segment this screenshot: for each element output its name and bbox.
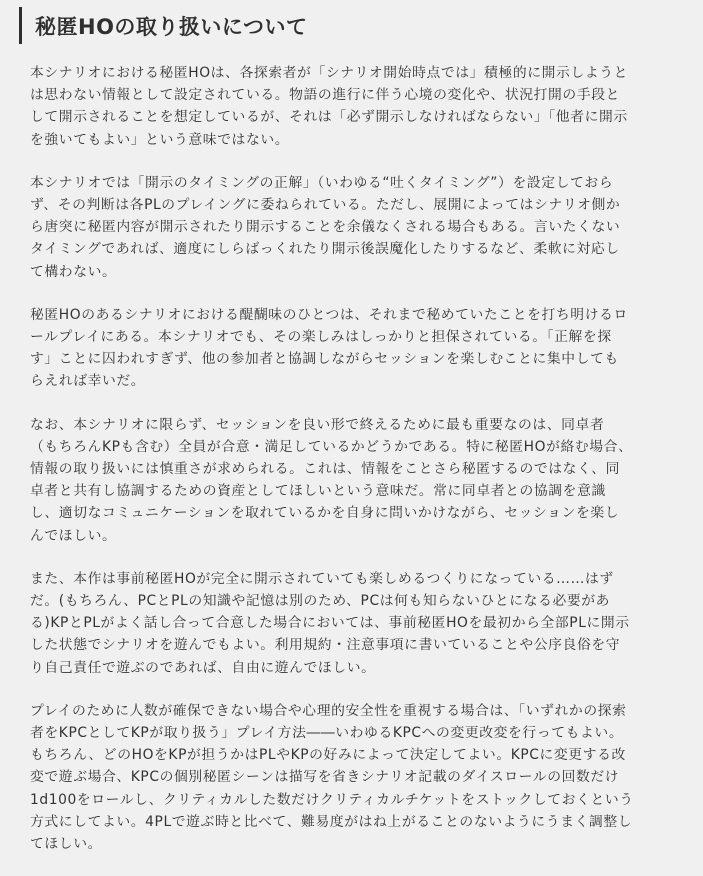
paragraph bbox=[30, 62, 672, 151]
paragraph-line: 卓者と共有し協調するための資産としてほしいという意味だ。常に同卓者との協調を意識 bbox=[30, 483, 606, 500]
paragraph bbox=[30, 568, 672, 679]
paragraph-line: てほしい。 bbox=[30, 836, 102, 853]
paragraph-line: （もちろんKPも含む）全員が合意・満足しているかどうかである。特に秘匿HOが絡む場合、 bbox=[30, 438, 633, 455]
paragraph-line: ールプレイにある。本シナリオでも、その楽しみはしっかりと担保されている。「正解を探 bbox=[30, 329, 612, 346]
paragraph-line: り自己責任で遊ぶのであれば、自由に遊んでほしい。 bbox=[30, 659, 376, 676]
paragraph-line: 変で遊ぶ場合、KPCの個別秘匿シーンは描写を省きシナリオ記載のダイスロールの回数だけ bbox=[30, 769, 620, 786]
paragraph-line: る)KPとPLがよく話し合って合意した場合においては、事前秘匿HOを最初から全部PLに開示 bbox=[30, 615, 630, 632]
paragraph-line: を強いてもよい」という意味ではない。 bbox=[30, 131, 290, 148]
paragraph-line: 本シナリオにおける秘匿HOは、各探索者が「シナリオ開始時点では」積極的に開示しようと bbox=[30, 65, 629, 81]
paragraph-line: 方式にしてよい。4PLで遊ぶ時と比べて、難易度がはね上がることのないようにうまく調整し bbox=[30, 813, 633, 830]
paragraph-line: 秘匿HOのあるシナリオにおける醍醐味のひとつは、それまで秘めていたことを打ち明けるロ bbox=[30, 306, 628, 323]
paragraph-line: だ。(もちろん、PCとPLの知識や記憶は別のため、PCは何も知らないひとになる必要があ bbox=[30, 593, 611, 610]
paragraph-line: なお、本シナリオに限らず、セッションを良い形で終えるために最も重要なのは、同卓者 bbox=[30, 416, 605, 433]
paragraph-line: 本シナリオでは「開示のタイミングの正解」（いわゆる“吐くタイミング”）を設定しておら bbox=[30, 174, 614, 191]
paragraph-line: 1d100をロールし、クリティカルした数だけクリティカルチケットをストックしておくという bbox=[30, 791, 634, 808]
section-heading bbox=[19, 7, 308, 44]
paragraph-line: は思わない情報として設定されている。物語の進行に伴う心境の変化や、状況打開の手段と bbox=[30, 87, 620, 104]
paragraph-line: す」ことに囚われすぎず、他の参加者と協調しながらセッションを楽しむことに集中しても bbox=[30, 351, 619, 368]
paragraph-line: した状態でシナリオを遊んでもよい。利用規約・注意事項に書いていることや公序良俗を守 bbox=[30, 637, 621, 654]
paragraph-line: プレイのために人数が確保できない場合や心理的安全性を重視する場合は、「いずれかの探索 bbox=[30, 702, 627, 719]
paragraph-line: して開示されることを想定しているが、それは「必ず開示しなければならない」「他者に開示 bbox=[30, 109, 628, 126]
paragraph-line: らえれば幸いだ。 bbox=[30, 373, 146, 390]
paragraph-line: んでほしい。 bbox=[30, 527, 117, 544]
paragraph-line: 者をKPCとしてKPが取り扱う」プレイ方法――いわゆるKPCへの変更改変を行ってもよい。 bbox=[30, 725, 624, 742]
paragraph bbox=[30, 172, 672, 283]
paragraph bbox=[30, 700, 672, 855]
article-body bbox=[30, 62, 672, 876]
paragraph-line: ず、その判断は各PLのプレイングに委ねられている。ただし、展開によってはシナリオ側か bbox=[30, 197, 621, 214]
paragraph-line: て構わない。 bbox=[30, 263, 117, 280]
paragraph-line: ら唐突に秘匿内容が開示されたり開示することを余儀なくされる場合もある。言いたくない bbox=[30, 219, 621, 236]
paragraph-line: し、適切なコミュニケーションを取れているかを自身に問いかけながら、セッションを楽し bbox=[30, 505, 620, 522]
section-title: 秘匿HOの取り扱いについて bbox=[35, 14, 308, 39]
paragraph bbox=[30, 414, 672, 547]
paragraph-line: また、本作は事前秘匿HOが完全に開示されていても楽しめるつくりになっている……はず bbox=[30, 570, 614, 587]
paragraph-line: タイミングであれば、適度にしらばっくれたり開示後誤魔化したりするなど、柔軟に対応し bbox=[30, 241, 620, 258]
paragraph-line: もちろん、どのHOをKPが担うかはPLやKPの好みによって決定してよい。KPCに変更する改 bbox=[30, 747, 626, 764]
paragraph bbox=[30, 304, 672, 393]
paragraph-line: 情報の取り扱いには慎重さが求められる。これは、情報をことさら秘匿するのではなく、同 bbox=[30, 461, 620, 478]
